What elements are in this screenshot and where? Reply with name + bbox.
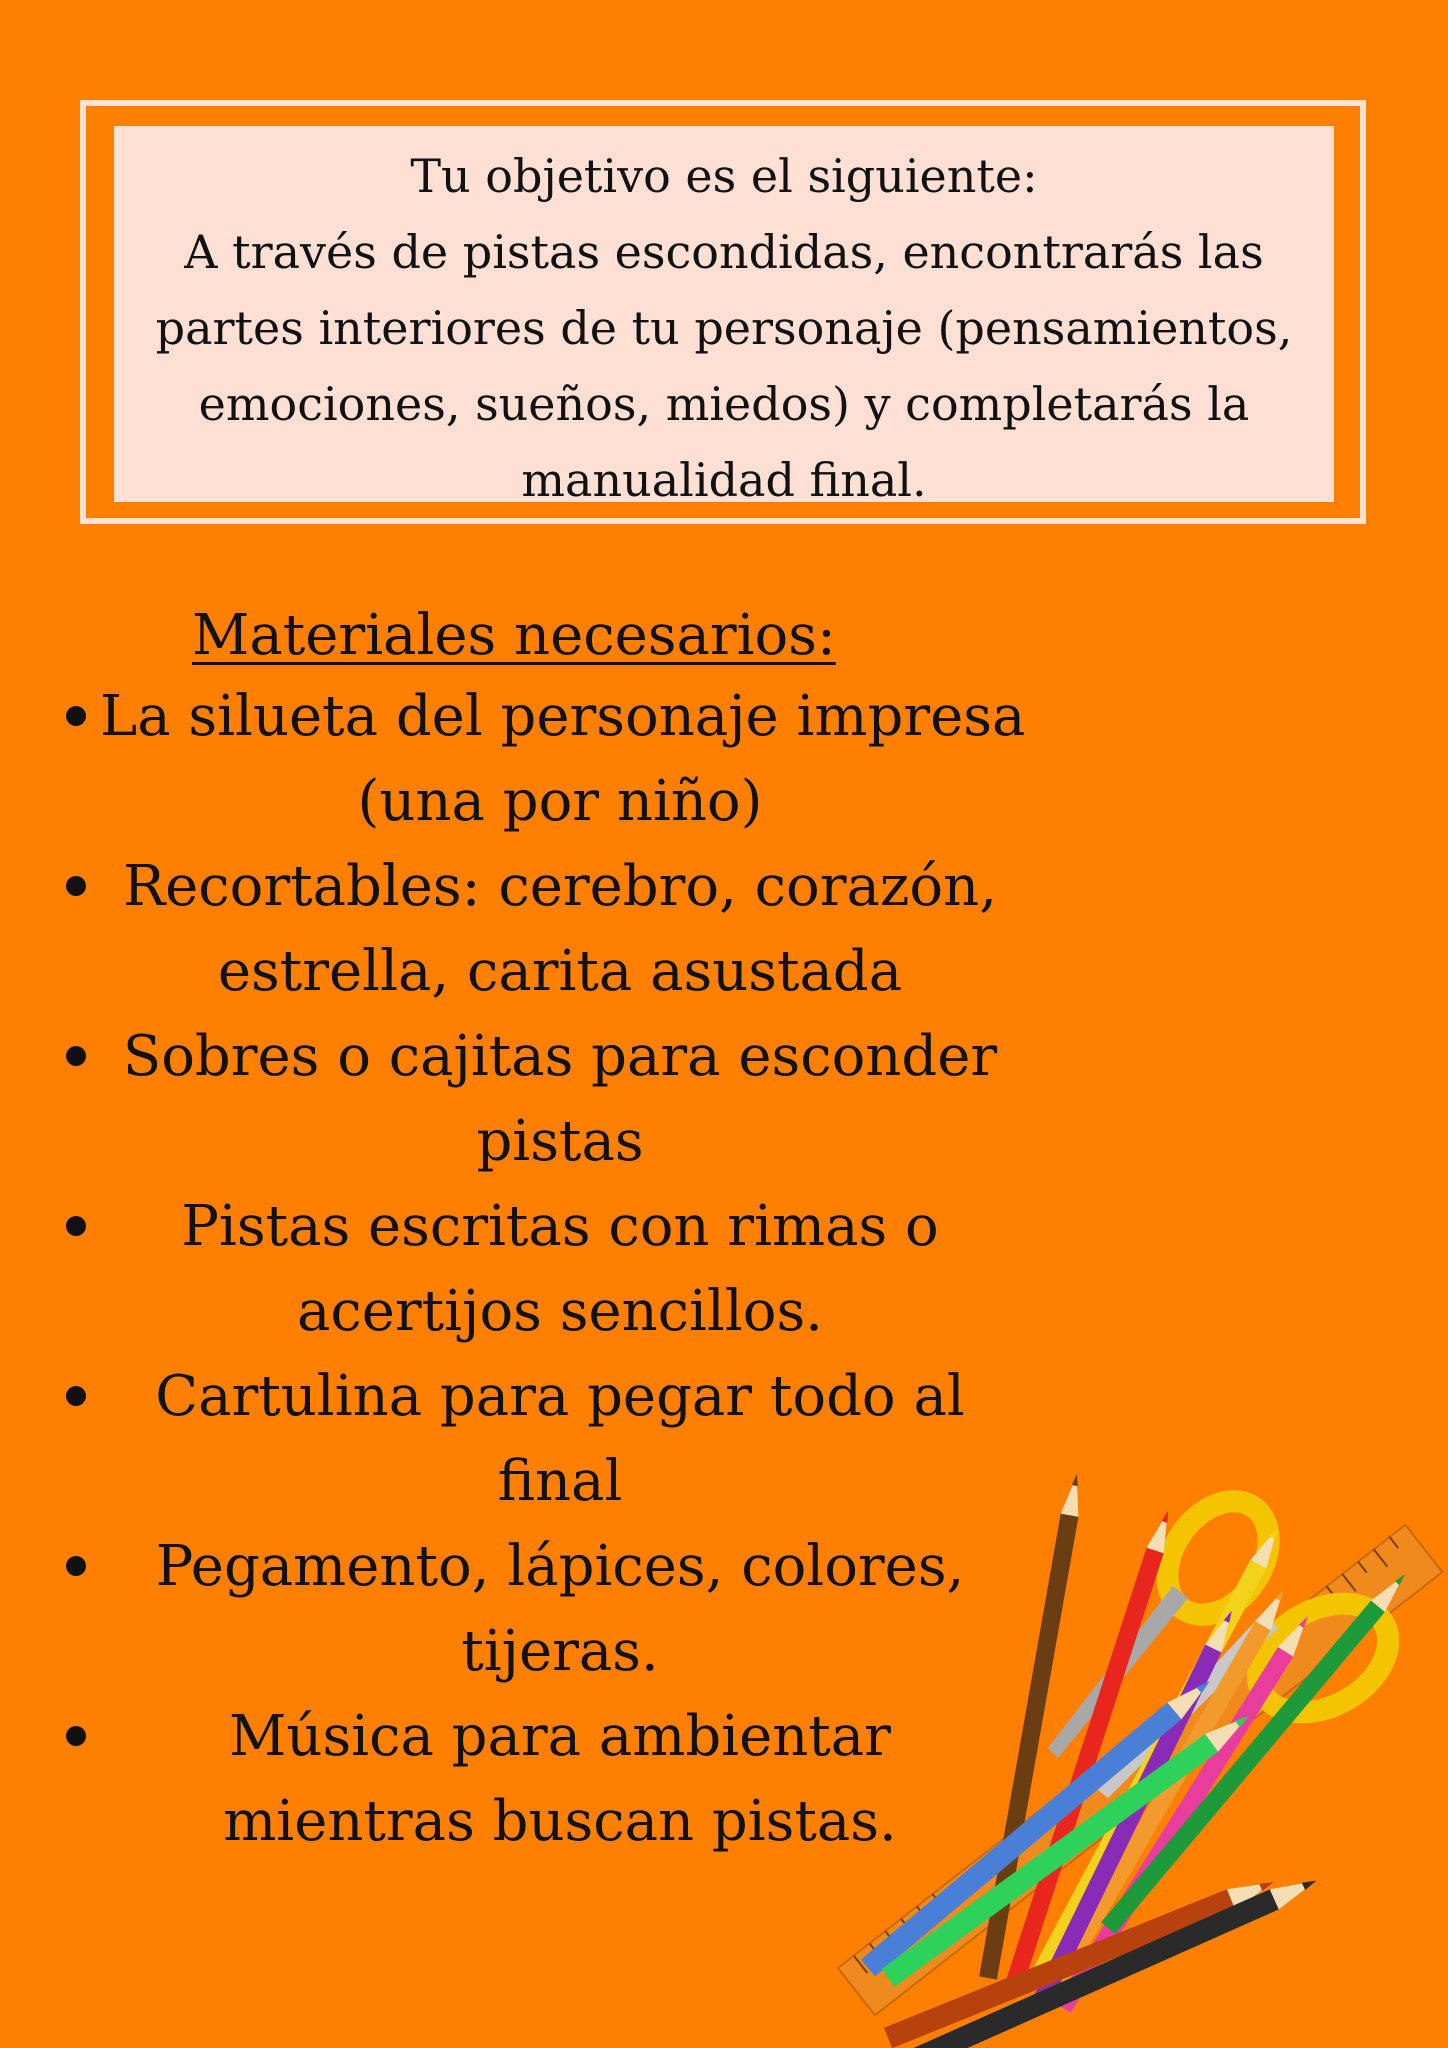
list-item-text: Sobres o cajitas para esconder pistas (122, 1024, 998, 1174)
list-item-text: Cartulina para pegar todo al final (155, 1364, 965, 1514)
bullet-icon (66, 1726, 86, 1746)
list-item-text: Recortables: cerebro, corazón, estrella, carita asustada (122, 854, 997, 1004)
bullet-icon (66, 1556, 86, 1576)
bullet-icon (66, 876, 86, 896)
objective-line: emociones, sueños, miedos) y completarás la (198, 377, 1250, 431)
list-item (50, 844, 1050, 1014)
list-item-text: Pistas escritas con rimas o acertijos sencillos. (181, 1194, 939, 1344)
list-item-text: La silueta del personaje impresa (una por niño) (100, 684, 1026, 834)
list-item-text: Música para ambientar mientras buscan pistas. (223, 1704, 897, 1854)
objective-line: partes interiores de tu personaje (pensamientos, (155, 301, 1293, 355)
objective-heading: Tu objetivo es el siguiente: (410, 149, 1038, 203)
list-item-text: Pegamento, lápices, colores, tijeras. (155, 1534, 965, 1684)
materials-title: Materiales necesarios: (192, 603, 836, 668)
bullet-icon (66, 1046, 86, 1066)
objective-box (114, 126, 1334, 507)
bullet-icon (66, 1386, 86, 1406)
list-item (50, 1014, 1050, 1184)
bullet-icon (66, 706, 86, 726)
objective-line: A través de pistas escondidas, encontrarás las (184, 225, 1264, 279)
objective-line: manualidad final. (521, 453, 927, 507)
list-item (50, 674, 1050, 844)
bullet-icon (66, 1216, 86, 1236)
colored-pencils-illustration (808, 1328, 1448, 2048)
